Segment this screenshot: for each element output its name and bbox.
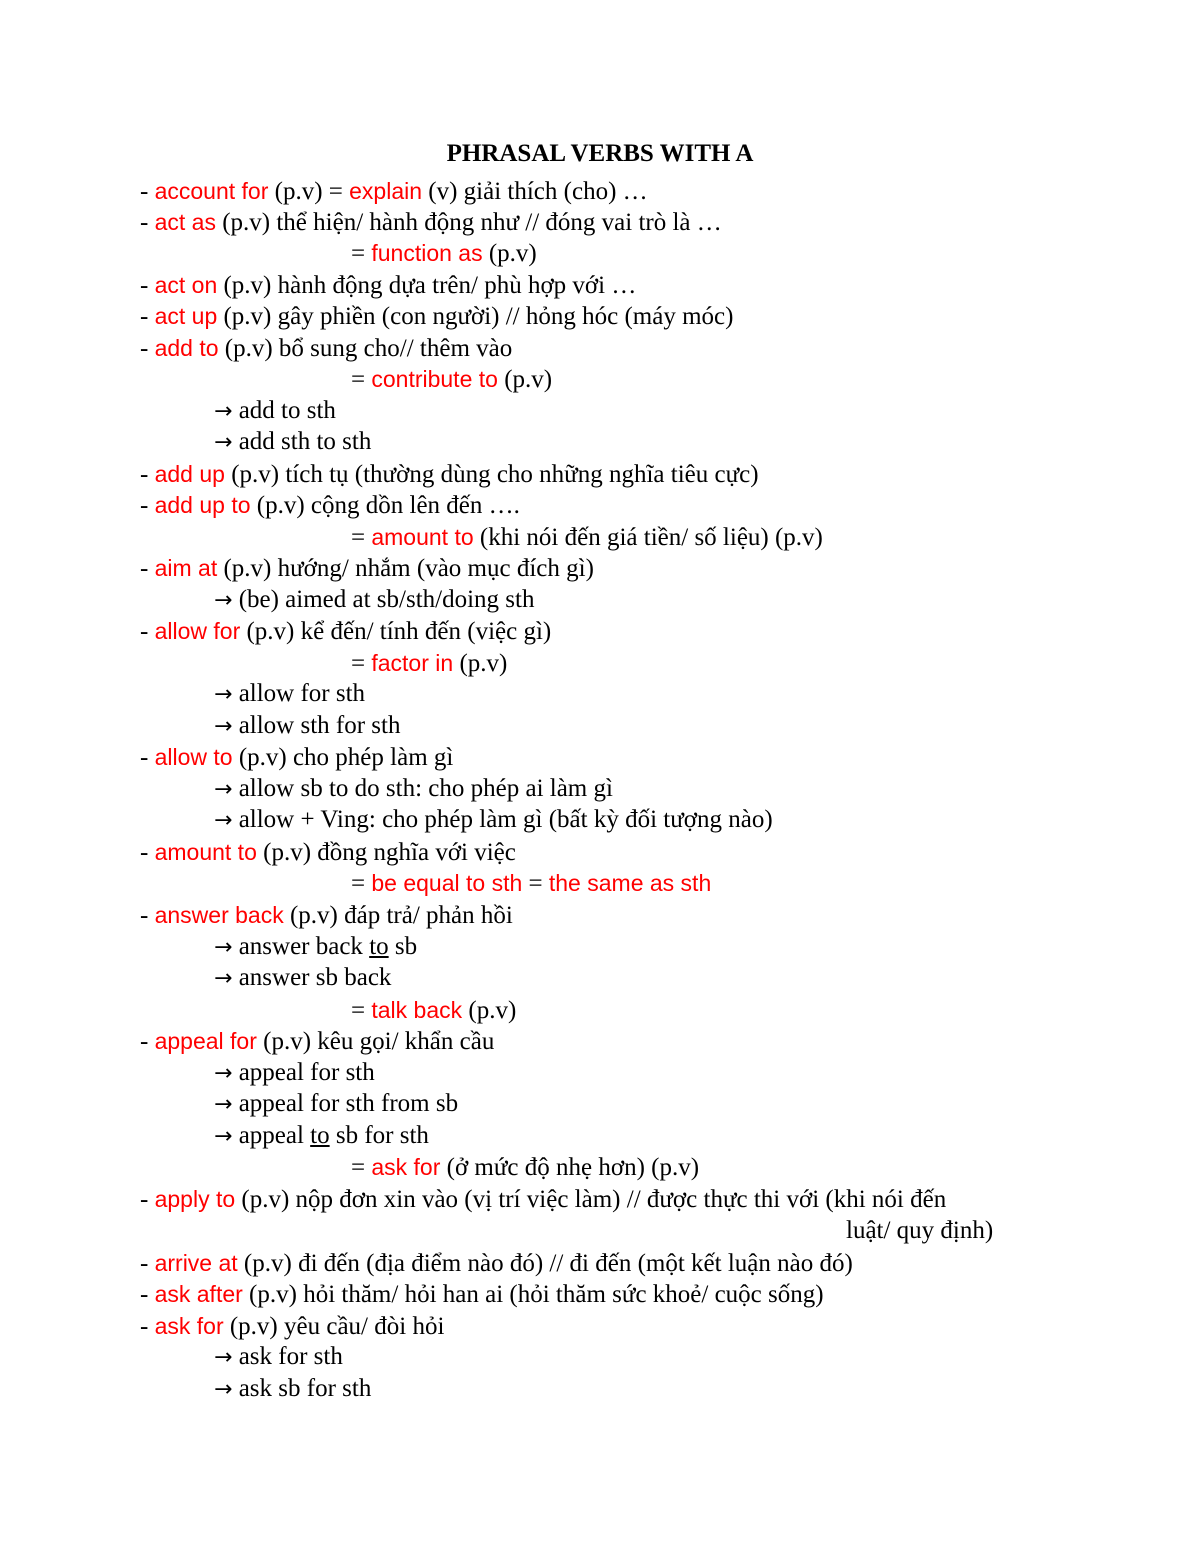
usage-line: → allow sb to do sth: cho phép ai làm gì xyxy=(214,775,613,802)
usage-line: → appeal to sb for sth xyxy=(214,1122,429,1149)
usage-line: → allow sth for sth xyxy=(214,712,401,739)
usage-line: → add sth to sth xyxy=(214,428,372,455)
entry-act-up: - act up (p.v) gây phiền (con người) // hỏng hóc (máy móc) xyxy=(140,303,734,330)
usage-line: → allow for sth xyxy=(214,680,366,707)
term: factor in xyxy=(371,650,454,676)
entry-apply-to: - apply to (p.v) nộp đơn xin vào (vị trí việc làm) // được thực thi với (khi nói đến xyxy=(140,1186,947,1213)
usage-line: → (be) aimed at sb/sth/doing sth xyxy=(214,586,535,613)
synonym-line: = contribute to (p.v) xyxy=(351,366,553,393)
usage-line: → appeal for sth from sb xyxy=(214,1090,459,1117)
arrow-right-icon: → xyxy=(214,1061,233,1086)
page-title: PHRASAL VERBS WITH A xyxy=(446,140,754,167)
entry-add-to: - add to (p.v) bổ sung cho// thêm vào xyxy=(140,335,513,362)
term: apply to xyxy=(154,1186,236,1212)
entry-aim-at: - aim at (p.v) hướng/ nhắm (vào mục đích gì) xyxy=(140,555,594,582)
synonym-line: = be equal to sth = the same as sth xyxy=(351,870,712,897)
term: amount to xyxy=(371,524,474,550)
arrow-right-icon: → xyxy=(214,935,233,960)
entry-add-up: - add up (p.v) tích tụ (thường dùng cho những nghĩa tiêu cực) xyxy=(140,461,759,488)
arrow-right-icon: → xyxy=(214,430,233,455)
arrow-right-icon: → xyxy=(214,966,233,991)
term: act up xyxy=(154,303,218,329)
arrow-right-icon: → xyxy=(214,808,233,833)
term: function as xyxy=(371,240,483,266)
entry-answer-back: - answer back (p.v) đáp trả/ phản hồi xyxy=(140,902,513,929)
synonym-line: = factor in (p.v) xyxy=(351,650,508,677)
arrow-right-icon: → xyxy=(214,777,233,802)
term: amount to xyxy=(154,839,257,865)
arrow-right-icon: → xyxy=(214,1377,233,1402)
synonym-line: = function as (p.v) xyxy=(351,240,537,267)
entry-amount-to: - amount to (p.v) đồng nghĩa với việc xyxy=(140,839,516,866)
entry-appeal-for: - appeal for (p.v) kêu gọi/ khẩn cầu xyxy=(140,1028,495,1055)
arrow-right-icon: → xyxy=(214,714,233,739)
term: talk back xyxy=(371,997,463,1023)
entry-add-up-to: - add up to (p.v) cộng dồn lên đến …. xyxy=(140,492,520,519)
term: appeal for xyxy=(154,1028,257,1054)
usage-line: → ask for sth xyxy=(214,1343,343,1370)
term: act as xyxy=(154,209,216,235)
entry-arrive-at: - arrive at (p.v) đi đến (địa điểm nào đó) // đi đến (một kết luận nào đó) xyxy=(140,1250,853,1277)
synonym-line: = amount to (khi nói đến giá tiền/ số liệu) (p.v) xyxy=(351,524,823,551)
term: aim at xyxy=(154,555,218,581)
entry-act-on: - act on (p.v) hành động dựa trên/ phù hợp với … xyxy=(140,272,637,299)
term: contribute to xyxy=(371,366,498,392)
term: allow to xyxy=(154,744,233,770)
entry-account-for: - account for (p.v) = explain (v) giải thích (cho) … xyxy=(140,178,648,205)
term: add up to xyxy=(154,492,251,518)
arrow-right-icon: → xyxy=(214,399,233,424)
arrow-right-icon: → xyxy=(214,1345,233,1370)
entry-allow-for: - allow for (p.v) kể đến/ tính đến (việc gì) xyxy=(140,618,552,645)
term: answer back xyxy=(154,902,284,928)
usage-line: → ask sb for sth xyxy=(214,1375,372,1402)
entry-allow-to: - allow to (p.v) cho phép làm gì xyxy=(140,744,454,771)
usage-line: → appeal for sth xyxy=(214,1059,375,1086)
term: act on xyxy=(154,272,218,298)
term: explain xyxy=(349,178,423,204)
term: allow for xyxy=(154,618,241,644)
term: add up xyxy=(154,461,225,487)
usage-line: → add to sth xyxy=(214,397,336,424)
arrow-right-icon: → xyxy=(214,588,233,613)
entry-ask-after: - ask after (p.v) hỏi thăm/ hỏi han ai (hỏi thăm sức khoẻ/ cuộc sống) xyxy=(140,1281,824,1308)
term: be equal to sth xyxy=(371,870,523,896)
term: arrive at xyxy=(154,1250,238,1276)
entry-ask-for: - ask for (p.v) yêu cầu/ đòi hỏi xyxy=(140,1313,445,1340)
arrow-right-icon: → xyxy=(214,682,233,707)
term: ask for xyxy=(371,1154,441,1180)
entry-act-as: - act as (p.v) thể hiện/ hành động như // đóng vai trò là … xyxy=(140,209,722,236)
usage-line: → answer sb back xyxy=(214,964,392,991)
usage-line: → answer back to sb xyxy=(214,933,418,960)
term: the same as sth xyxy=(548,870,712,896)
term: ask after xyxy=(154,1281,243,1307)
synonym-line: = talk back (p.v) xyxy=(351,997,517,1024)
term: add to xyxy=(154,335,219,361)
arrow-right-icon: → xyxy=(214,1092,233,1117)
term: ask for xyxy=(154,1313,224,1339)
wrapped-continuation: luật/ quy định) xyxy=(846,1217,994,1244)
arrow-right-icon: → xyxy=(214,1124,233,1149)
term: account for xyxy=(154,178,269,204)
synonym-line: = ask for (ở mức độ nhẹ hơn) (p.v) xyxy=(351,1154,700,1181)
usage-line: → allow + Ving: cho phép làm gì (bất kỳ đối tượng nào) xyxy=(214,806,773,833)
